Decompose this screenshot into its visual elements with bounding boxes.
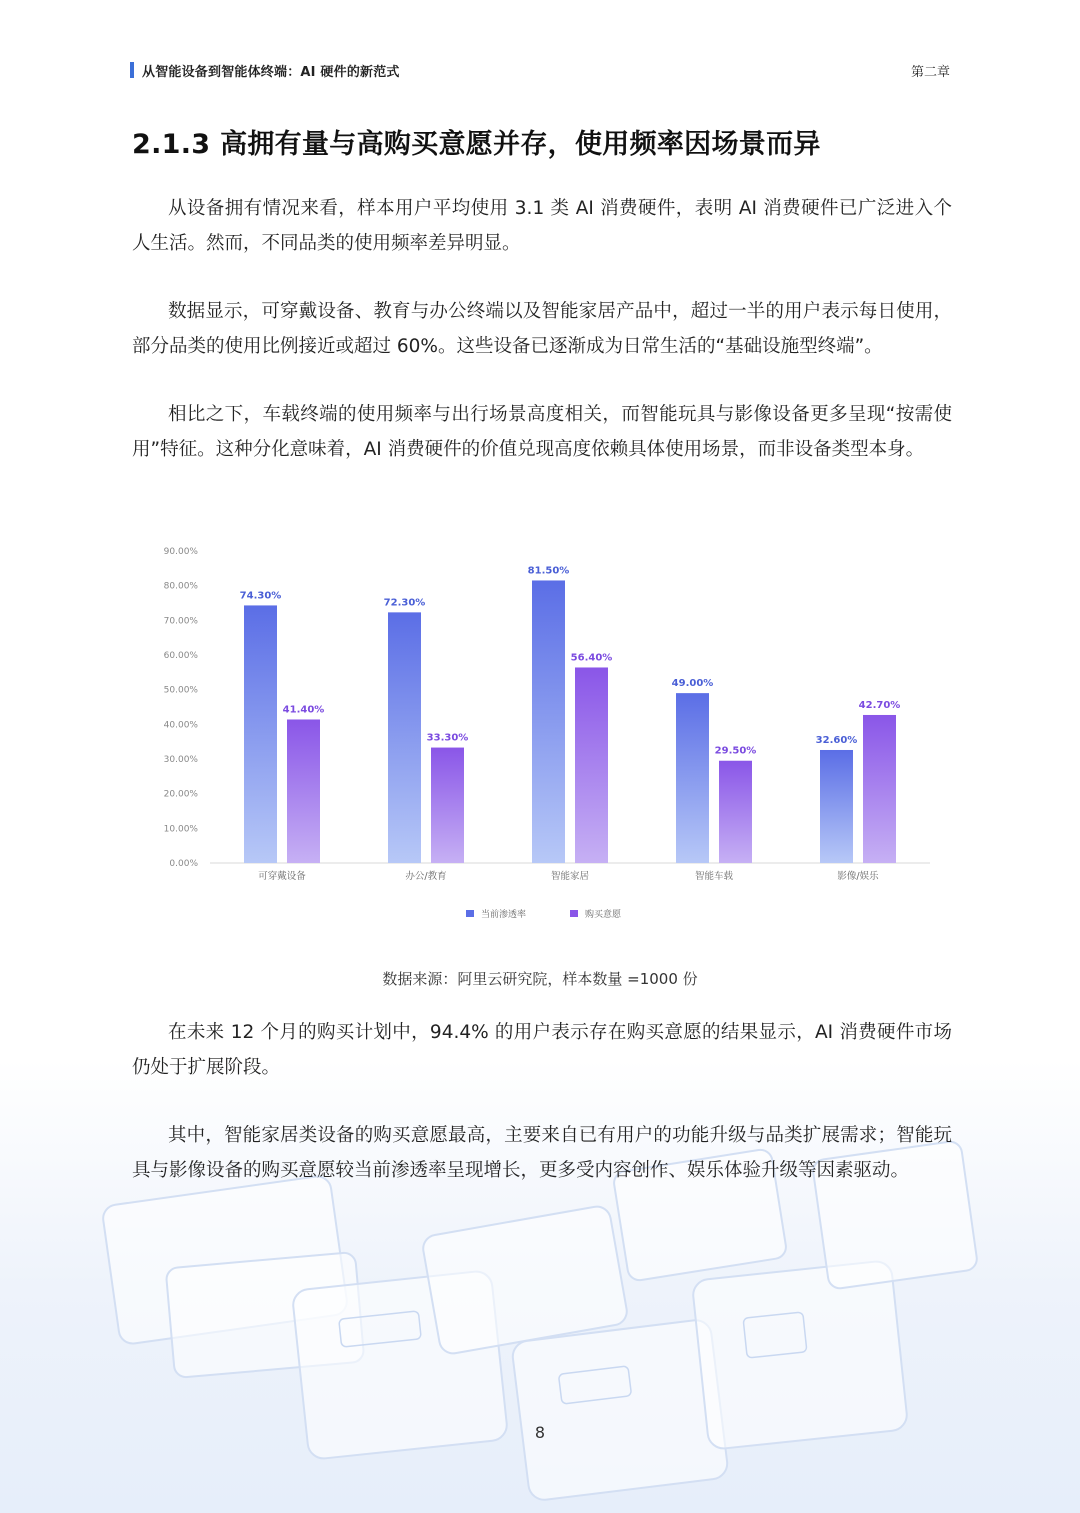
bar-penetration bbox=[820, 750, 853, 863]
bar-purchase-intent bbox=[575, 667, 608, 863]
page-header bbox=[130, 58, 950, 82]
data-label: 42.70% bbox=[858, 699, 901, 711]
y-tick-label: 20.00% bbox=[163, 789, 198, 800]
paragraph-1: 从设备拥有情况来看，样本用户平均使用 3.1 类 AI 消费硬件，表明 AI 消费硬件已广泛进入个人生活。然而，不同品类的使用频率差异明显。 bbox=[132, 198, 952, 254]
data-label: 81.50% bbox=[527, 565, 570, 577]
x-category-label: 办公/教育 bbox=[405, 871, 447, 882]
data-label: 33.30% bbox=[426, 732, 469, 744]
bar-purchase-intent bbox=[431, 748, 464, 863]
y-tick-label: 0.00% bbox=[169, 859, 198, 869]
data-label: 56.40% bbox=[570, 652, 613, 664]
x-category-label: 可穿戴设备 bbox=[258, 871, 306, 882]
y-tick-label: 90.00% bbox=[163, 547, 198, 557]
y-tick-label: 60.00% bbox=[163, 651, 198, 661]
header-left bbox=[130, 61, 400, 80]
y-tick-label: 80.00% bbox=[163, 581, 198, 592]
bar-penetration bbox=[676, 693, 709, 863]
legend-swatch bbox=[466, 910, 474, 917]
paragraph-3: 相比之下，车载终端的使用频率与出行场景高度相关，而智能玩具与影像设备更多呈现“按需使用”特征。这种分化意味着，AI 消费硬件的价值兑现高度依赖具体使用场景，而非设备类型本身。 bbox=[132, 404, 952, 460]
y-tick-label: 50.00% bbox=[163, 685, 198, 696]
data-label: 41.40% bbox=[282, 704, 325, 716]
report-title: 从智能设备到智能体终端：AI 硬件的新范式 bbox=[142, 64, 400, 80]
bar-chart bbox=[150, 535, 950, 935]
legend-swatch bbox=[570, 910, 578, 917]
bar-penetration bbox=[532, 580, 565, 863]
x-category-label: 智能车载 bbox=[694, 871, 734, 882]
data-label: 49.00% bbox=[671, 678, 714, 690]
header-accent-bar bbox=[130, 62, 134, 78]
data-source-caption: 数据来源：阿里云研究院，样本数量 =1000 份 bbox=[382, 970, 698, 988]
y-tick-label: 70.00% bbox=[163, 616, 198, 627]
bar-penetration bbox=[244, 605, 277, 863]
data-label: 32.60% bbox=[815, 734, 858, 746]
data-label: 29.50% bbox=[714, 745, 757, 757]
paragraph-4: 在未来 12 个月的购买计划中，94.4% 的用户表示存在购买意愿的结果显示，AI 消费硬件市场仍处于扩展阶段。 bbox=[132, 1022, 952, 1078]
paragraph-2: 数据显示，可穿戴设备、教育与办公终端以及智能家居产品中，超过一半的用户表示每日使用，部分品类的使用比例接近或超过 60%。这些设备已逐渐成为日常生活的“基础设施型终端”。 bbox=[132, 301, 952, 357]
data-label: 72.30% bbox=[383, 597, 426, 609]
x-category-label: 智能家居 bbox=[550, 871, 590, 882]
y-tick-label: 10.00% bbox=[163, 824, 198, 835]
bar-purchase-intent bbox=[863, 715, 896, 863]
section-title: 2.1.3 高拥有量与高购买意愿并存，使用频率因场景而异 bbox=[132, 129, 821, 160]
legend-label: 当前渗透率 bbox=[481, 910, 527, 920]
x-category-label: 影像/娱乐 bbox=[837, 871, 879, 882]
chapter-label: 第二章 bbox=[910, 64, 950, 80]
bar-purchase-intent bbox=[287, 719, 320, 863]
y-tick-label: 30.00% bbox=[163, 755, 198, 765]
bar-penetration bbox=[388, 612, 421, 863]
y-tick-label: 40.00% bbox=[163, 720, 198, 731]
legend-label: 购买意愿 bbox=[585, 910, 622, 920]
paragraph-5: 其中，智能家居类设备的购买意愿最高，主要来自已有用户的功能升级与品类扩展需求；智能玩具与影像设备的购买意愿较当前渗透率呈现增长，更多受内容创作、娱乐体验升级等因素驱动。 bbox=[132, 1125, 952, 1181]
bar-purchase-intent bbox=[719, 761, 752, 863]
data-label: 74.30% bbox=[239, 590, 282, 602]
page-number: 8 bbox=[534, 1423, 546, 1442]
